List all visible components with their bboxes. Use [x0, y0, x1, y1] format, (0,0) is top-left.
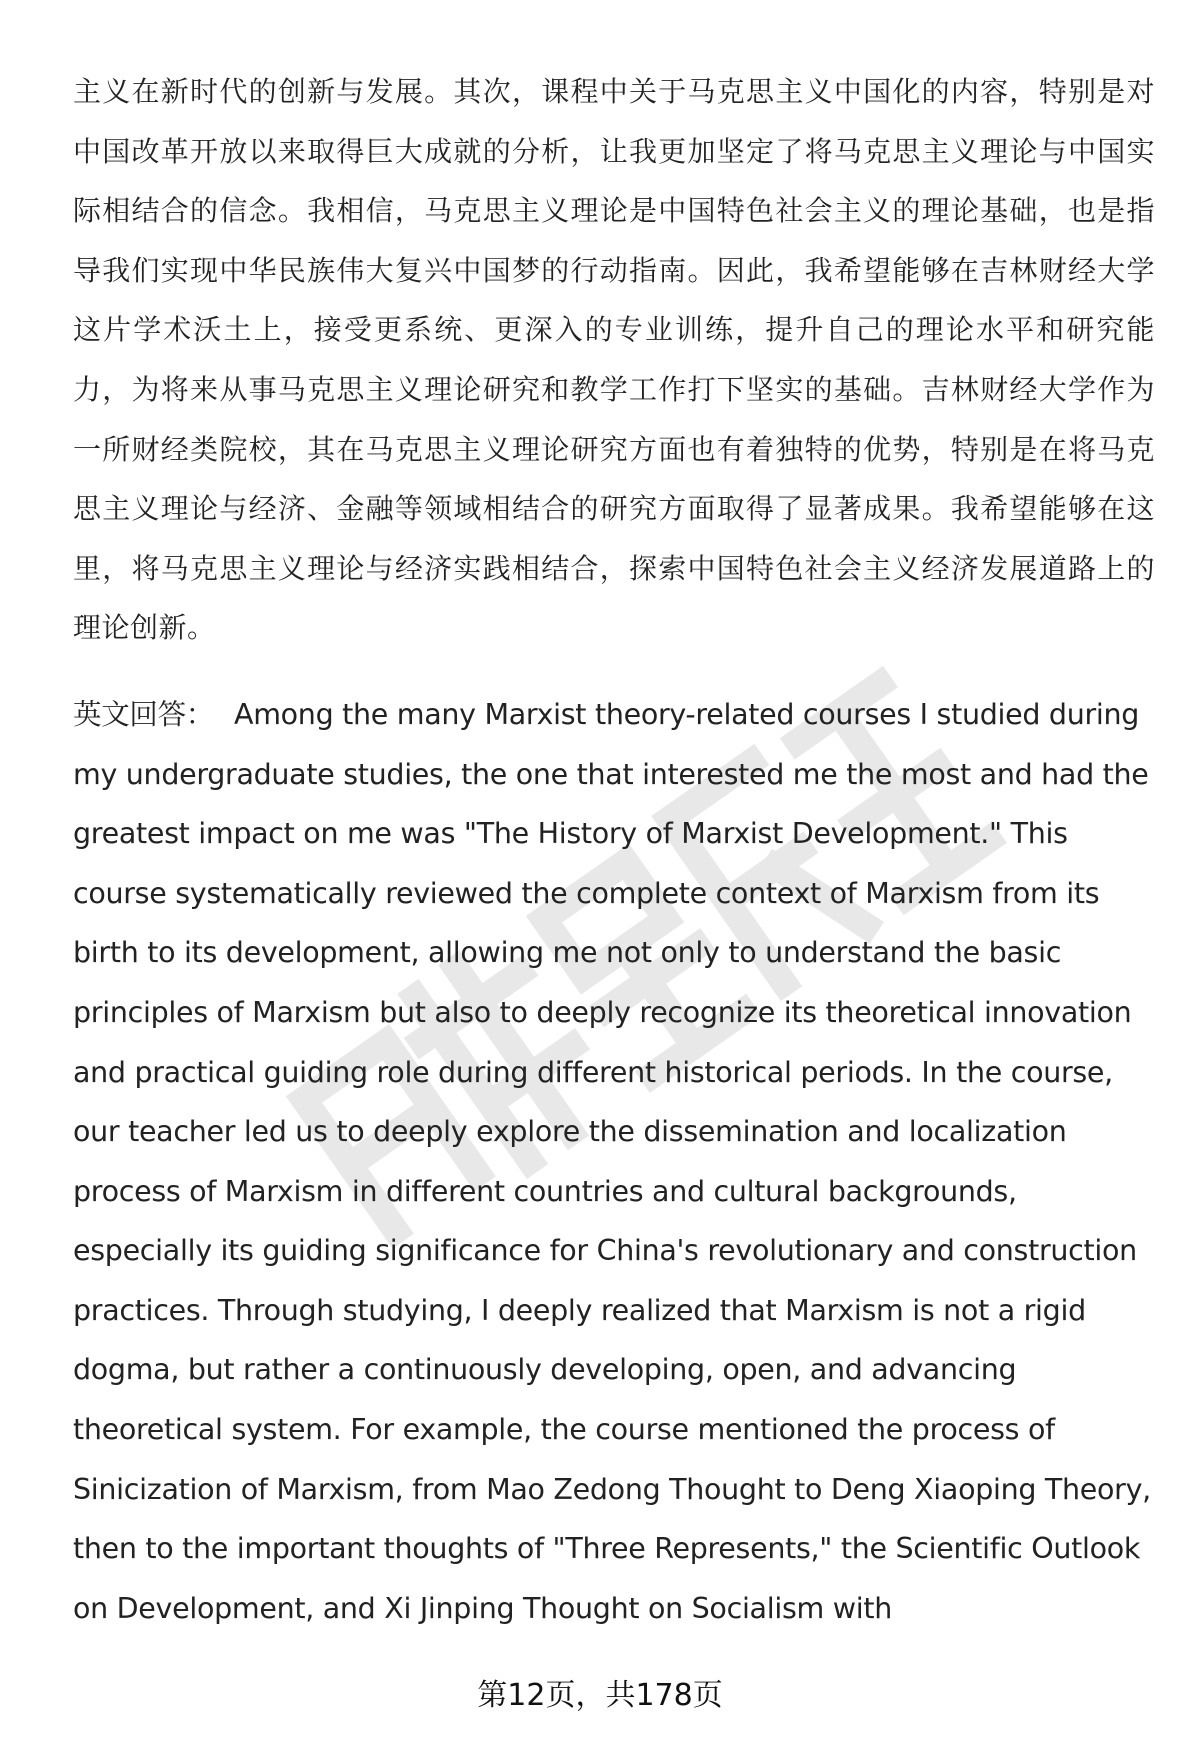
answer-label: 英文回答： [73, 697, 215, 731]
english-answer-text: Among the many Marxist theory-related courses I studied during my undergraduate studies, the one that interested me the most and had the greatest impact on me was "The History of Marxist Development." This course systematically reviewed the complete context of Marxism from its birth to its development, allowing me not only to understand the basic principles of Marxism but also to deeply recognize its theoretical innovation and practical guiding role during different historical periods. In the course, our teacher led us to deeply explore the dissemination and localization process of Marxism in different countries and cultural backgrounds, especially its guiding significance for China's revolutionary and construction practices. Through studying, I deeply realized that Marxism is not a rigid dogma, but rather a continuously developing, open, and advancing theoretical system. For example, the course mentioned the process of Sinicization of Marxism, from Mao Zedong Thought to Deng Xiaoping Theory, then to the important thoughts of "Three Represents," the Scientific Outlook on Development, and Xi Jinping Thought on Socialism with [73, 697, 1151, 1625]
page-number-footer: 第12页，共178页 [477, 1678, 723, 1713]
chinese-paragraph: 主义在新时代的创新与发展。其次，课程中关于马克思主义中国化的内容，特别是对中国改革开放以来取得巨大成就的分析，让我更加坚定了将马克思主义理论与中国实际相结合的信念。我相信，马克思主义理论是中国特色社会主义的理论基础，也是指导我们实现中华民族伟大复兴中国梦的行动指南。因此，我希望能够在吉林财经大学这片学术沃土上，接受更系统、更深入的专业训练，提升自己的理论水平和研究能力，为将来从事马克思主义理论研究和教学工作打下坚实的基础。吉林财经大学作为一所财经类院校，其在马克思主义理论研究方面也有着独特的优势，特别是在将马克思主义理论与经济、金融等领域相结合的研究方面取得了显著成果。我希望能够在这里，将马克思主义理论与经济实践相结合，探索中国特色社会主义经济发展道路上的理论创新。 [73, 75, 1155, 645]
english-answer-paragraph [73, 685, 1155, 1639]
document-body [73, 62, 1155, 1638]
